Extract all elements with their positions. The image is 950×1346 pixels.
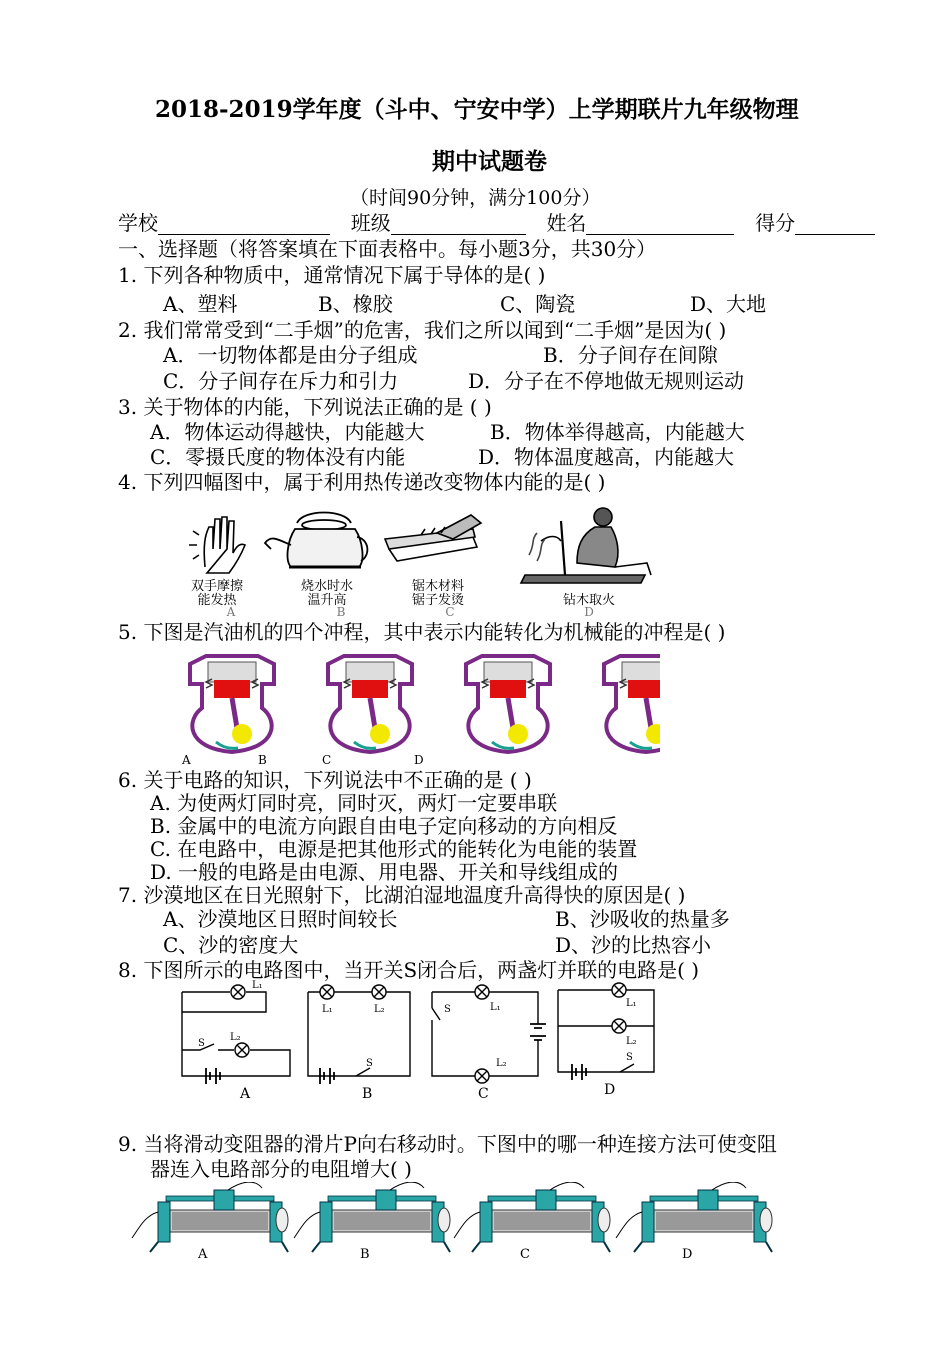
circuit-a-l2: L₂ — [230, 1032, 241, 1043]
q8-stem: 8. 下图所示的电路图中，当开关S闭合后，两盏灯并联的电路是( ) — [118, 958, 700, 982]
q2-option-b[interactable]: B．分子间存在间隙 — [543, 343, 718, 367]
engine-c-illustration — [466, 656, 550, 752]
q1-option-c[interactable]: C、陶瓷 — [500, 292, 576, 316]
q7-option-b[interactable]: B、沙吸收的热量多 — [555, 907, 730, 931]
q4-figure — [185, 505, 665, 617]
q4-letter-c: C — [445, 605, 455, 617]
q2-option-d[interactable]: D．分子在不停地做无规则运动 — [468, 369, 745, 393]
q7-stem: 7. 沙漠地区在日光照射下，比湖泊湿地温度升高得快的原因是( ) — [118, 883, 686, 907]
q2-stem: 2. 我们常常受到“二手烟”的危害，我们之所以闻到“二手烟”是因为( ) — [118, 318, 727, 342]
q5-stem: 5. 下图是汽油机的四个冲程，其中表示内能转化为机械能的冲程是( ) — [118, 620, 726, 644]
circuit-c — [432, 985, 546, 1083]
q9-rheostat-figure — [128, 1182, 788, 1272]
q5-engine-figure — [180, 648, 660, 766]
circuit-c-l2: L₂ — [496, 1058, 507, 1069]
q3-stem: 3. 关于物体的内能，下列说法正确的是 ( ) — [118, 395, 492, 419]
rheostat-d-illustration — [616, 1182, 772, 1262]
engine-d-illustration — [604, 656, 660, 752]
circuit-b-s: S — [366, 1058, 373, 1069]
exam-title-line1: 2018-2019学年度（斗中、宁安中学）上学期联片九年级物理 — [155, 96, 799, 123]
q6-option-c[interactable]: C. 在电路中，电源是把其他形式的能转化为电能的装置 — [150, 837, 638, 861]
q6-stem: 6. 关于电路的知识，下列说法中不正确的是 ( ) — [118, 768, 532, 792]
q9-stem-line2: 器连入电路部分的电阻增大( ) — [150, 1157, 412, 1181]
q2-option-c[interactable]: C．分子间存在斥力和引力 — [163, 369, 399, 393]
circuit-d-l1: L₁ — [626, 998, 637, 1009]
score-field[interactable] — [795, 215, 875, 235]
q6-option-b[interactable]: B. 金属中的电流方向跟自由电子定向移动的方向相反 — [150, 814, 618, 838]
circuit-d-letter: D — [604, 1082, 616, 1098]
q5-letter-d: D — [414, 753, 424, 766]
name-label: 姓名 — [546, 211, 587, 235]
circuit-d — [558, 983, 654, 1080]
score-label: 得分 — [755, 211, 796, 235]
q3-option-d[interactable]: D．物体温度越高，内能越大 — [478, 445, 735, 469]
circuit-b — [308, 985, 410, 1084]
q3-option-a[interactable]: A．物体运动得越快，内能越大 — [150, 420, 425, 444]
q8-circuit-figure — [170, 980, 670, 1102]
q9-letter-c: C — [520, 1247, 530, 1262]
q5-letter-a: A — [182, 753, 191, 766]
q4-caption-c-line1: 锯木材料 — [411, 579, 465, 594]
hands-rubbing-illustration — [189, 517, 245, 573]
school-field[interactable] — [158, 215, 330, 235]
info-row — [118, 211, 875, 235]
engine-b-illustration — [328, 656, 412, 752]
circuit-b-l2: L₂ — [374, 1004, 385, 1015]
name-field[interactable] — [586, 215, 734, 235]
circuit-a-letter: A — [240, 1086, 251, 1102]
q4-caption-a-line1: 双手摩擦 — [190, 579, 244, 594]
circuit-a-l1: L₁ — [252, 980, 263, 991]
q6-option-d[interactable]: D. 一般的电路是由电源、用电器、开关和导线组成的 — [150, 860, 619, 884]
q4-caption-d: 钻木取火 — [562, 593, 616, 608]
circuit-c-s: S — [444, 1004, 451, 1015]
exam-title-line2: 期中试题卷 — [432, 148, 547, 175]
fire-drill-illustration — [521, 508, 651, 583]
time-note: （时间90分钟，满分100分） — [350, 187, 601, 209]
q5-letter-c: C — [322, 753, 332, 766]
rheostat-a-illustration — [132, 1182, 288, 1262]
q7-option-c[interactable]: C、沙的密度大 — [163, 933, 299, 957]
q1-option-b[interactable]: B、橡胶 — [318, 292, 393, 316]
q7-option-a[interactable]: A、沙漠地区日照时间较长 — [163, 907, 398, 931]
q1-stem: 1. 下列各种物质中，通常情况下属于导体的是( ) — [118, 263, 546, 287]
q1-option-d[interactable]: D、大地 — [690, 292, 767, 316]
section1-heading: 一、选择题（将答案填在下面表格中。每小题3分，共30分） — [118, 237, 657, 261]
class-label: 班级 — [350, 211, 391, 235]
q6-option-a[interactable]: A. 为使两灯同时亮，同时灭，两灯一定要串联 — [150, 791, 558, 815]
q4-caption-b-line1: 烧水时水 — [300, 579, 354, 594]
rheostat-b-illustration — [294, 1182, 450, 1262]
rheostat-c-illustration — [454, 1182, 610, 1262]
circuit-c-letter: C — [478, 1086, 489, 1102]
engine-a-illustration — [190, 656, 274, 752]
q4-letter-d: D — [584, 605, 594, 617]
class-field[interactable] — [391, 215, 526, 235]
q4-caption-a-line2: 能发热 — [197, 593, 237, 608]
q9-stem-line1: 9. 当将滑动变阻器的滑片P向右移动时。下图中的哪一种连接方法可使变阻 — [118, 1132, 777, 1156]
q4-caption-b-line2: 温升高 — [307, 593, 347, 608]
q9-letter-d: D — [682, 1247, 693, 1262]
q4-letter-b: B — [336, 605, 346, 617]
circuit-b-l1: L₁ — [322, 1004, 333, 1015]
school-label: 学校 — [118, 211, 158, 235]
kettle-illustration — [265, 513, 367, 568]
q5-letter-b: B — [258, 753, 267, 766]
q4-letter-a: A — [226, 605, 236, 617]
q9-letter-b: B — [360, 1247, 370, 1262]
q4-caption-c-line2: 锯子发烫 — [411, 593, 465, 608]
q9-letter-a: A — [198, 1247, 208, 1262]
q3-option-c[interactable]: C．零摄氏度的物体没有内能 — [150, 445, 406, 469]
circuit-c-l1: L₁ — [490, 1002, 501, 1013]
q4-stem: 4. 下列四幅图中，属于利用热传递改变物体内能的是( ) — [118, 470, 606, 494]
saw-illustration — [385, 515, 481, 561]
circuit-a-s: S — [198, 1038, 205, 1049]
circuit-b-letter: B — [362, 1086, 373, 1102]
q2-option-a[interactable]: A．一切物体都是由分子组成 — [163, 343, 418, 367]
q1-option-a[interactable]: A、塑料 — [163, 292, 238, 316]
circuit-d-s: S — [626, 1052, 633, 1063]
circuit-d-l2: L₂ — [626, 1036, 637, 1047]
q7-option-d[interactable]: D、沙的比热容小 — [555, 933, 712, 957]
q3-option-b[interactable]: B．物体举得越高，内能越大 — [490, 420, 745, 444]
